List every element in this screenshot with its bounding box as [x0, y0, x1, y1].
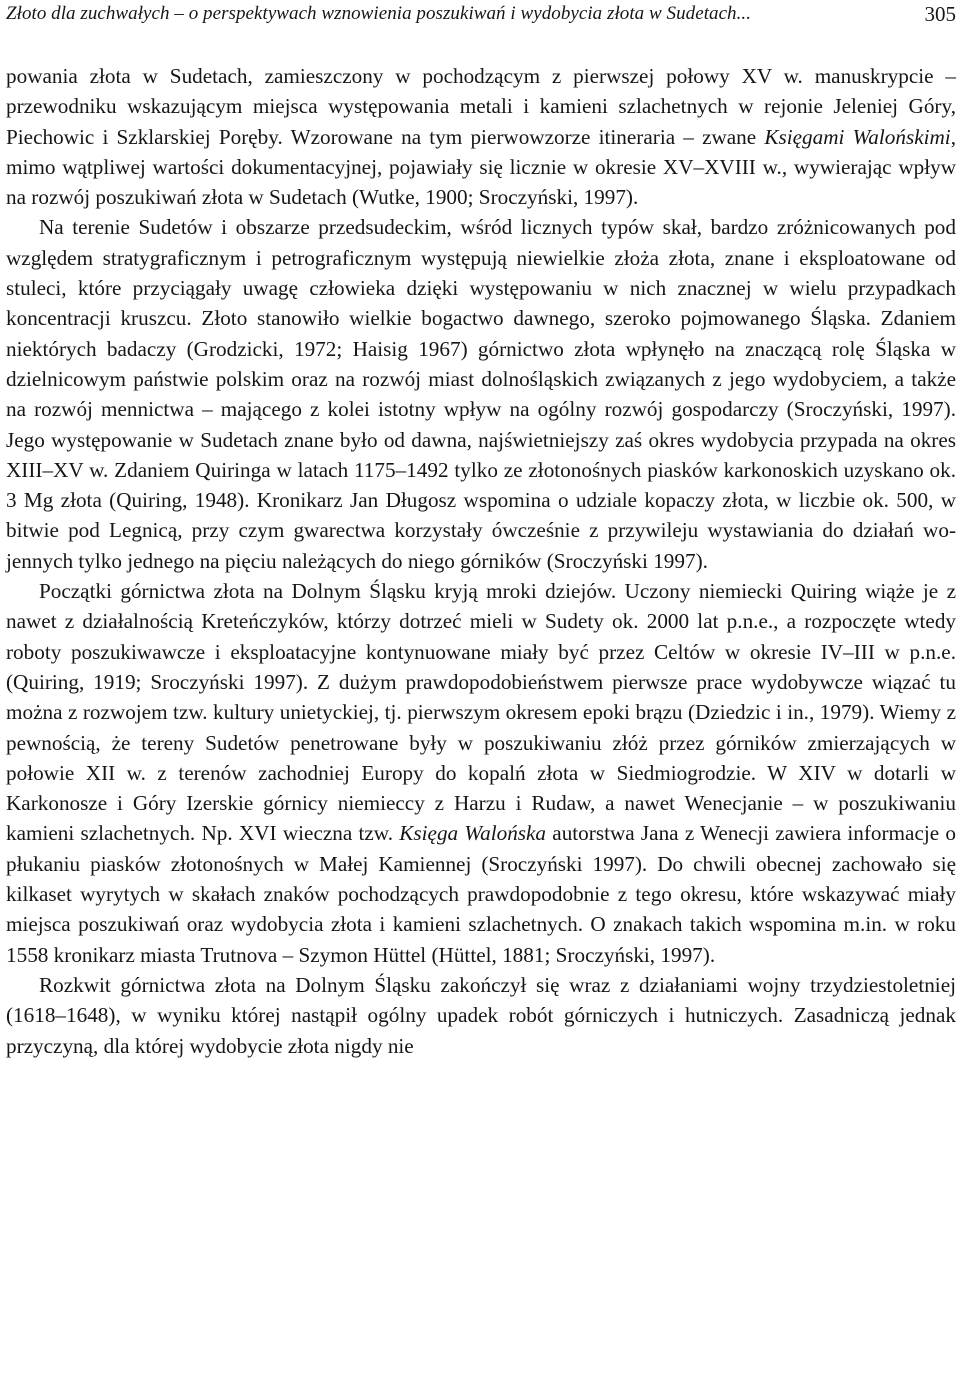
running-title: Złoto dla zuchwałych – o perspektywach wznowienia poszukiwań i wydobycia złota w Sudetach...	[6, 3, 752, 24]
paragraph-text: autorstwa Jana z Wenecji zawiera informacje o płukaniu piasków złotonośnych w Małej Kamiennej (Sroczyński 1997). Do chwili obecnej zachowało się kilkaset wyrytych w skałach znaków pochodzących prawdopodobnie z tego okresu, które wskazywać miały miejsca poszukiwań oraz wydobycia złota i kamieni szlachetnych. O znakach takich wspomina m.in. w roku 1558 kronikarz miasta Trutnova – Szymon Hüttel (Hüttel, 1881; Sroczyński, 1997).	[6, 821, 956, 967]
body-text	[6, 61, 956, 1061]
paragraph-2: Na terenie Sudetów i obszarze przedsudeckim, wśród licznych typów skał, bardzo zróżnicowanych pod względem stratygraficznym i petrograficznym występują niewielkie złoża złota, znane i eksploatowane od stuleci, które przyciągały uwagę człowieka dzięki występowaniu w nich znacznej w wielu przypadkach koncentracji kruszcu. Złoto stanowiło wielkie bogactwo dawnego, szeroko pojmowanego Śląska. Zdaniem niektórych badaczy (Grodzicki, 1972; Haisig 1967) górnictwo złota wpłynęło na znaczącą rolę Śląska w dzielnicowym państwie polskim oraz na rozwój miast dolnośląskich związanych z jego wydobyciem, a także na rozwój mennictwa – mającego z kolei istotny wpływ na ogólny rozwój gospodarczy (Sroczyński, 1997). Jego występowanie w Sudetach znane było od dawna, najświetniejszy zaś okres wydobycia przypada na okres XIII–XV w. Zdaniem Quiringa w latach 1175–1492 tylko ze złotonośnych piasków karkonoskich uzyskano ok. 3 Mg złota (Quiring, 1948). Kronikarz Jan Długosz wspomina o udziale kopaczy złota, w liczbie ok. 500, w bitwie pod Legnicą, przy czym gwarectwa korzystały ówcześnie z przywileju wystawiania do działań wojennych tylko jednego na pięciu należących do niego górników (Sroczyński 1997).	[6, 215, 956, 573]
document-page	[6, 0, 956, 1388]
italic-term: Księgami Walońskimi	[764, 124, 951, 149]
paragraph-4: Rozkwit górnictwa złota na Dolnym Śląsku zakończył się wraz z działaniami wojny trzydziestoletniej (1618–1648), w wyniku której nastąpił ogólny upadek robót górniczych i hutniczych. Zasadniczą jednak przyczyną, dla której wydobycie złota nigdy nie	[6, 972, 956, 1058]
page-number: 305	[924, 2, 956, 26]
paragraph-text: , mimo wątpliwej wartości dokumentacyjnej, pojawiały się licznie w okresie XV–XVIII w., wywierając wpływ na rozwój poszukiwań złota w Sudetach (Wutke, 1900; Sroczyński, 1997).	[6, 124, 956, 210]
paragraph-text: powania złota w Sudetach, zamieszczony w pochodzącym z pierwszej połowy XV w. manuskrypcie – przewodniku wskazującym miejsca występowania metali i kamieni szlachetnych w rejonie Jeleniej Góry, Piechowic i Szklarskiej Poręby. Wzorowane na tym pierwowzorze itineraria – zwane	[6, 64, 956, 149]
italic-term: Księga Walońska	[399, 821, 547, 846]
paragraph-3	[6, 576, 956, 970]
paragraph-text: Początki górnictwa złota na Dolnym Śląsku kryją mroki dziejów. Uczony niemiecki Quiring wiąże je z nawet z działalnością Kreteńczyków, którzy dotrzeć mieli w Sudety ok. 2000 lat p.n.e., a rozpoczęte wtedy roboty poszukiwawcze i eksploatacyjne kontynuowane miały być przez Celtów w okresie IV–III w p.n.e. (Quiring, 1919; Sroczyński 1997). Z dużym prawdopodobieństwem pierwsze prace wydobywcze wiązać tu można z rozwojem tzw. kultury unietyckiej, tj. pierwszym okresem epoki brązu (Dziedzic i in., 1979). Wiemy z pewnością, że tereny Sudetów penetrowane były w poszukiwaniu złóż przez górników zmierzających w połowie XII w. z terenów zachodniej Europy do kopalń złota w Siedmiogrodzie. W XIV w dotarli w Karkonosze i Góry Izerskie górnicy niemieccy z Harzu i Rudaw, a nawet Wenecjanie – w poszukiwaniu kamieni szlachetnych. Np. XVI wieczna tzw.	[6, 579, 956, 846]
paragraph-1	[6, 61, 956, 212]
running-header	[6, 0, 956, 34]
